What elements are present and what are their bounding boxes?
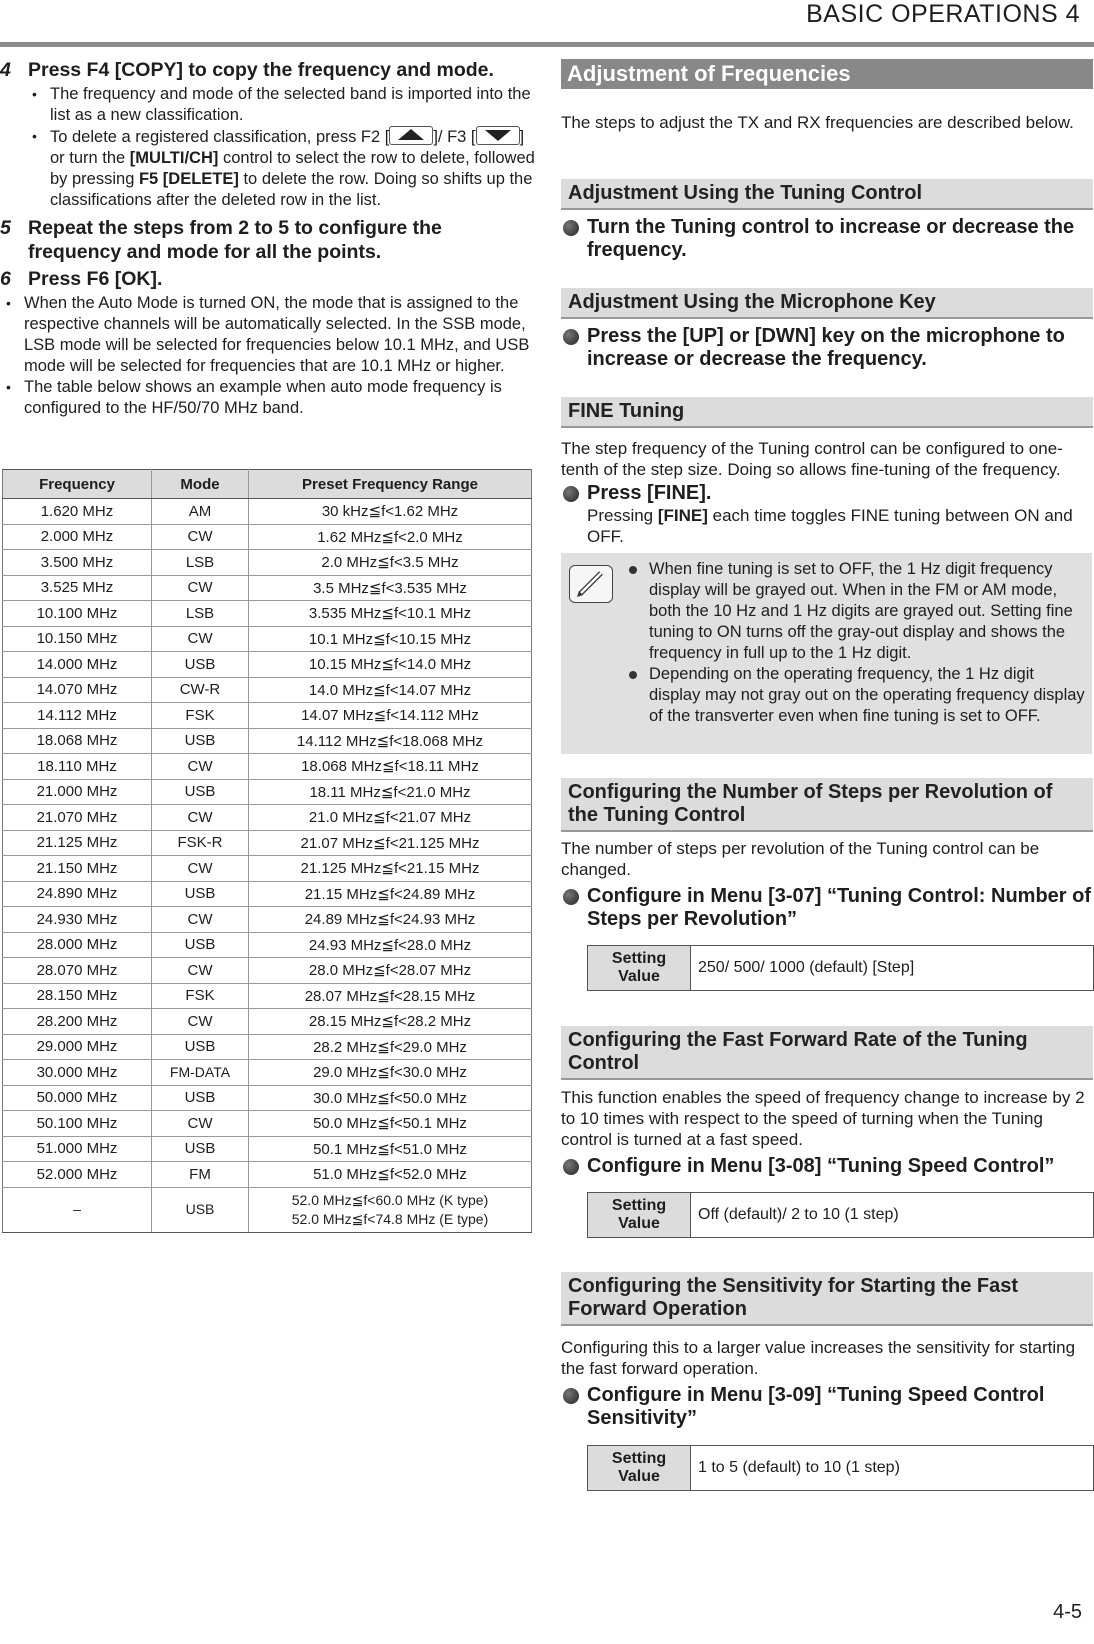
mic-bullet: Press the [UP] or [DWN] key on the microphone to increase or decrease the frequency. — [563, 325, 1094, 371]
cell-range: 28.2 MHz≦f<29.0 MHz — [249, 1034, 532, 1060]
cell-mode: LSB — [152, 601, 249, 627]
cell-frequency: 30.000 MHz — [3, 1060, 152, 1086]
section-fast-forward-rate: Configuring the Fast Forward Rate of the Tuning Control — [561, 1026, 1093, 1080]
cell-range: 21.15 MHz≦f<24.89 MHz — [249, 881, 532, 907]
cell-range: 21.07 MHz≦f<21.125 MHz — [249, 830, 532, 856]
cell-frequency: 28.150 MHz — [3, 983, 152, 1009]
adjustment-intro: The steps to adjust the TX and RX frequencies are described below. — [561, 113, 1074, 132]
cell-range: 2.0 MHz≦f<3.5 MHz — [249, 550, 532, 576]
cell-range: 28.0 MHz≦f<28.07 MHz — [249, 958, 532, 984]
fine-tuning-note — [561, 553, 1092, 754]
cell-mode: AM — [152, 499, 249, 525]
table-row — [3, 652, 532, 678]
cell-mode: USB — [152, 1085, 249, 1111]
cell-mode: USB — [152, 728, 249, 754]
ff-bullet: Configure in Menu [3-08] “Tuning Speed Control” — [563, 1155, 1094, 1178]
ff-text: This function enables the speed of frequency change to increase by 2 to 10 times with respect to the speed of turning when the Tuning control is turned at a fast speed. — [561, 1088, 1085, 1149]
cell-frequency: 10.100 MHz — [3, 601, 152, 627]
cell-range: 14.0 MHz≦f<14.07 MHz — [249, 677, 532, 703]
section-fine-tuning: FINE Tuning — [561, 397, 1093, 428]
setting-value: 250/ 500/ 1000 (default) [Step] — [691, 946, 1094, 991]
table-row — [3, 830, 532, 856]
cell-frequency: 14.112 MHz — [3, 703, 152, 729]
table-row — [3, 626, 532, 652]
table-row — [3, 703, 532, 729]
cell-mode: FSK-R — [152, 830, 249, 856]
table-row — [3, 805, 532, 831]
table-row — [3, 1034, 532, 1060]
cell-range: 24.93 MHz≦f<28.0 MHz — [249, 932, 532, 958]
cell-mode: CW — [152, 1009, 249, 1035]
setting-label: Setting Value — [588, 1446, 691, 1491]
cell-mode: CW — [152, 856, 249, 882]
cell-frequency: 50.100 MHz — [3, 1111, 152, 1137]
cell-range: 18.068 MHz≦f<18.11 MHz — [249, 754, 532, 780]
cell-mode: CW — [152, 805, 249, 831]
col-range: Preset Frequency Range — [249, 470, 532, 499]
cell-frequency: 21.070 MHz — [3, 805, 152, 831]
cell-mode: LSB — [152, 550, 249, 576]
cell-frequency: 28.070 MHz — [3, 958, 152, 984]
step-5: 5 Repeat the steps from 2 to 5 to configure the frequency and mode for all the points. — [0, 217, 442, 263]
cell-range — [249, 1187, 532, 1232]
cell-frequency: 51.000 MHz — [3, 1136, 152, 1162]
col-frequency: Frequency — [3, 470, 152, 499]
cell-frequency: 29.000 MHz — [3, 1034, 152, 1060]
cell-mode: CW — [152, 907, 249, 933]
fine-bullet: Press [FINE]. Pressing [FINE] each time toggles FINE tuning between ON and OFF. — [563, 482, 1094, 547]
table-row — [3, 677, 532, 703]
fine-tuning-text: The step frequency of the Tuning control can be configured to one-tenth of the step size. Doing so allows fine-tuning of the frequency. — [561, 439, 1063, 479]
table-row — [3, 1187, 532, 1232]
note-item: • When the Auto Mode is turned ON, the mode that is assigned to the respective channels will be automatically selected. In the SSB mode, LSB mode will be selected for frequencies below 10.1 MHz, and USB mode will be selected for frequencies that are 10.1 MHz or higher. — [0, 293, 536, 377]
cell-mode: CW — [152, 524, 249, 550]
cell-frequency: 18.110 MHz — [3, 754, 152, 780]
setting-label: Setting Value — [588, 946, 691, 991]
note-item: Depending on the operating frequency, the 1 Hz digit display may not gray out on the operating frequency display of the transverter even when fine tuning is set to OFF. — [619, 664, 1089, 727]
table-row — [3, 1162, 532, 1188]
step-4-item: • To delete a registered classification, press F2 [ ]/ F3 [ ] or turn the [MULTI/CH] control to select the row to delete, followed by pressing F5 [DELETE] to delete the row. Doing so shifts up the classifications after the deleted row in the list. — [0, 126, 536, 211]
steps-text: The number of steps per revolution of the Tuning control can be changed. — [561, 839, 1040, 879]
cell-range: 3.5 MHz≦f<3.535 MHz — [249, 575, 532, 601]
cell-mode: FSK — [152, 703, 249, 729]
cell-range: 14.112 MHz≦f<18.068 MHz — [249, 728, 532, 754]
table-row — [3, 1085, 532, 1111]
table-row — [3, 1060, 532, 1086]
cell-mode: USB — [152, 1187, 249, 1232]
step-6: 6 Press F6 [OK]. — [0, 268, 163, 290]
cell-frequency: 21.150 MHz — [3, 856, 152, 882]
ff-setting-table — [587, 1192, 1094, 1238]
cell-range: 24.89 MHz≦f<24.93 MHz — [249, 907, 532, 933]
table-row — [3, 983, 532, 1009]
cell-mode: CW-R — [152, 677, 249, 703]
step-4-items — [0, 84, 536, 211]
sens-bullet: Configure in Menu [3-09] “Tuning Speed Control Sensitivity” — [563, 1384, 1094, 1430]
cell-range: 28.15 MHz≦f<28.2 MHz — [249, 1009, 532, 1035]
cell-mode: CW — [152, 575, 249, 601]
table-row — [3, 958, 532, 984]
step-4: 4 Press F4 [COPY] to copy the frequency and mode. — [0, 59, 494, 81]
sens-setting-table — [587, 1445, 1094, 1491]
steps-bullet: Configure in Menu [3-07] “Tuning Control: Number of Steps per Revolution” — [563, 885, 1094, 931]
cell-mode: USB — [152, 1034, 249, 1060]
cell-range: 50.1 MHz≦f<51.0 MHz — [249, 1136, 532, 1162]
left-column — [0, 58, 536, 419]
cell-mode: USB — [152, 1136, 249, 1162]
header-rule — [0, 42, 1094, 47]
cell-frequency: 18.068 MHz — [3, 728, 152, 754]
table-row — [3, 754, 532, 780]
cell-frequency: – — [3, 1187, 152, 1232]
cell-frequency: 3.525 MHz — [3, 575, 152, 601]
cell-frequency: 21.000 MHz — [3, 779, 152, 805]
step-4-item: • The frequency and mode of the selected band is imported into the list as a new classification. — [0, 84, 536, 126]
cell-mode: USB — [152, 779, 249, 805]
cell-mode: CW — [152, 1111, 249, 1137]
cell-range: 51.0 MHz≦f<52.0 MHz — [249, 1162, 532, 1188]
section-fast-forward-sensitivity: Configuring the Sensitivity for Starting the Fast Forward Operation — [561, 1272, 1093, 1326]
table-row — [3, 601, 532, 627]
cell-frequency: 10.150 MHz — [3, 626, 152, 652]
range-k-type: 52.0 MHz≦f<60.0 MHz (K type) — [291, 1191, 489, 1208]
cell-range: 14.07 MHz≦f<14.112 MHz — [249, 703, 532, 729]
note-item: When fine tuning is set to OFF, the 1 Hz digit frequency display will be grayed out. When in the FM or AM mode, both the 10 Hz and 1 Hz digits are grayed out. Setting fine tuning to ON turns off the gray-out display and shows the frequency in full up to the 1 Hz digit. — [619, 559, 1089, 664]
section-adjustment-of-frequencies: Adjustment of Frequencies — [561, 59, 1093, 89]
cell-frequency: 24.890 MHz — [3, 881, 152, 907]
section-tuning-control: Adjustment Using the Tuning Control — [561, 179, 1093, 210]
table-row — [3, 881, 532, 907]
cell-frequency: 50.000 MHz — [3, 1085, 152, 1111]
setting-label: Setting Value — [588, 1193, 691, 1238]
table-row — [3, 1136, 532, 1162]
table-row — [3, 499, 532, 525]
range-e-type: 52.0 MHz≦f<74.8 MHz (E type) — [291, 1210, 489, 1227]
cell-range: 10.15 MHz≦f<14.0 MHz — [249, 652, 532, 678]
cell-mode: USB — [152, 932, 249, 958]
setting-value: Off (default)/ 2 to 10 (1 step) — [691, 1193, 1094, 1238]
auto-mode-table — [2, 469, 532, 1233]
cell-range: 3.535 MHz≦f<10.1 MHz — [249, 601, 532, 627]
table-row — [3, 575, 532, 601]
table-row — [3, 1009, 532, 1035]
section-microphone-key: Adjustment Using the Microphone Key — [561, 288, 1093, 319]
cell-frequency: 21.125 MHz — [3, 830, 152, 856]
triangle-up-icon — [389, 126, 433, 145]
cell-frequency: 14.000 MHz — [3, 652, 152, 678]
steps-setting-table — [587, 945, 1094, 991]
cell-range: 1.62 MHz≦f<2.0 MHz — [249, 524, 532, 550]
page-number: 4-5 — [1053, 1601, 1082, 1623]
cell-range: 21.0 MHz≦f<21.07 MHz — [249, 805, 532, 831]
cell-frequency: 1.620 MHz — [3, 499, 152, 525]
note-list — [619, 559, 1089, 727]
cell-mode: FM-DATA — [152, 1060, 249, 1086]
auto-mode-notes — [0, 293, 536, 419]
table-row — [3, 1111, 532, 1137]
setting-value: 1 to 5 (default) to 10 (1 step) — [691, 1446, 1094, 1491]
cell-range: 28.07 MHz≦f<28.15 MHz — [249, 983, 532, 1009]
table-row — [3, 550, 532, 576]
cell-mode: FSK — [152, 983, 249, 1009]
cell-range: 30 kHz≦f<1.62 MHz — [249, 499, 532, 525]
note-item: • The table below shows an example when auto mode frequency is configured to the HF/50/70 MHz band. — [0, 377, 536, 419]
cell-mode: CW — [152, 754, 249, 780]
table-row — [3, 907, 532, 933]
cell-mode: USB — [152, 881, 249, 907]
cell-frequency: 14.070 MHz — [3, 677, 152, 703]
cell-mode: CW — [152, 958, 249, 984]
cell-mode: USB — [152, 652, 249, 678]
table-row — [3, 856, 532, 882]
header-title: BASIC OPERATIONS 4 — [806, 0, 1080, 28]
table-row — [3, 524, 532, 550]
cell-mode: CW — [152, 626, 249, 652]
table-row — [3, 932, 532, 958]
cell-range: 10.1 MHz≦f<10.15 MHz — [249, 626, 532, 652]
cell-frequency: 2.000 MHz — [3, 524, 152, 550]
col-mode: Mode — [152, 470, 249, 499]
cell-range: 18.11 MHz≦f<21.0 MHz — [249, 779, 532, 805]
sens-text: Configuring this to a larger value increases the sensitivity for starting the fast forward operation. — [561, 1338, 1076, 1378]
cell-range: 30.0 MHz≦f<50.0 MHz — [249, 1085, 532, 1111]
pencil-note-icon — [569, 565, 613, 603]
table-row — [3, 728, 532, 754]
triangle-down-icon — [476, 126, 520, 145]
cell-frequency: 52.000 MHz — [3, 1162, 152, 1188]
cell-frequency: 28.200 MHz — [3, 1009, 152, 1035]
section-steps-per-revolution: Configuring the Number of Steps per Revolution of the Tuning Control — [561, 778, 1093, 832]
cell-range: 50.0 MHz≦f<50.1 MHz — [249, 1111, 532, 1137]
cell-range: 21.125 MHz≦f<21.15 MHz — [249, 856, 532, 882]
cell-frequency: 3.500 MHz — [3, 550, 152, 576]
table-row — [3, 779, 532, 805]
cell-mode: FM — [152, 1162, 249, 1188]
tuning-bullet: Turn the Tuning control to increase or decrease the frequency. — [563, 216, 1094, 262]
cell-frequency: 24.930 MHz — [3, 907, 152, 933]
cell-range: 29.0 MHz≦f<30.0 MHz — [249, 1060, 532, 1086]
cell-frequency: 28.000 MHz — [3, 932, 152, 958]
